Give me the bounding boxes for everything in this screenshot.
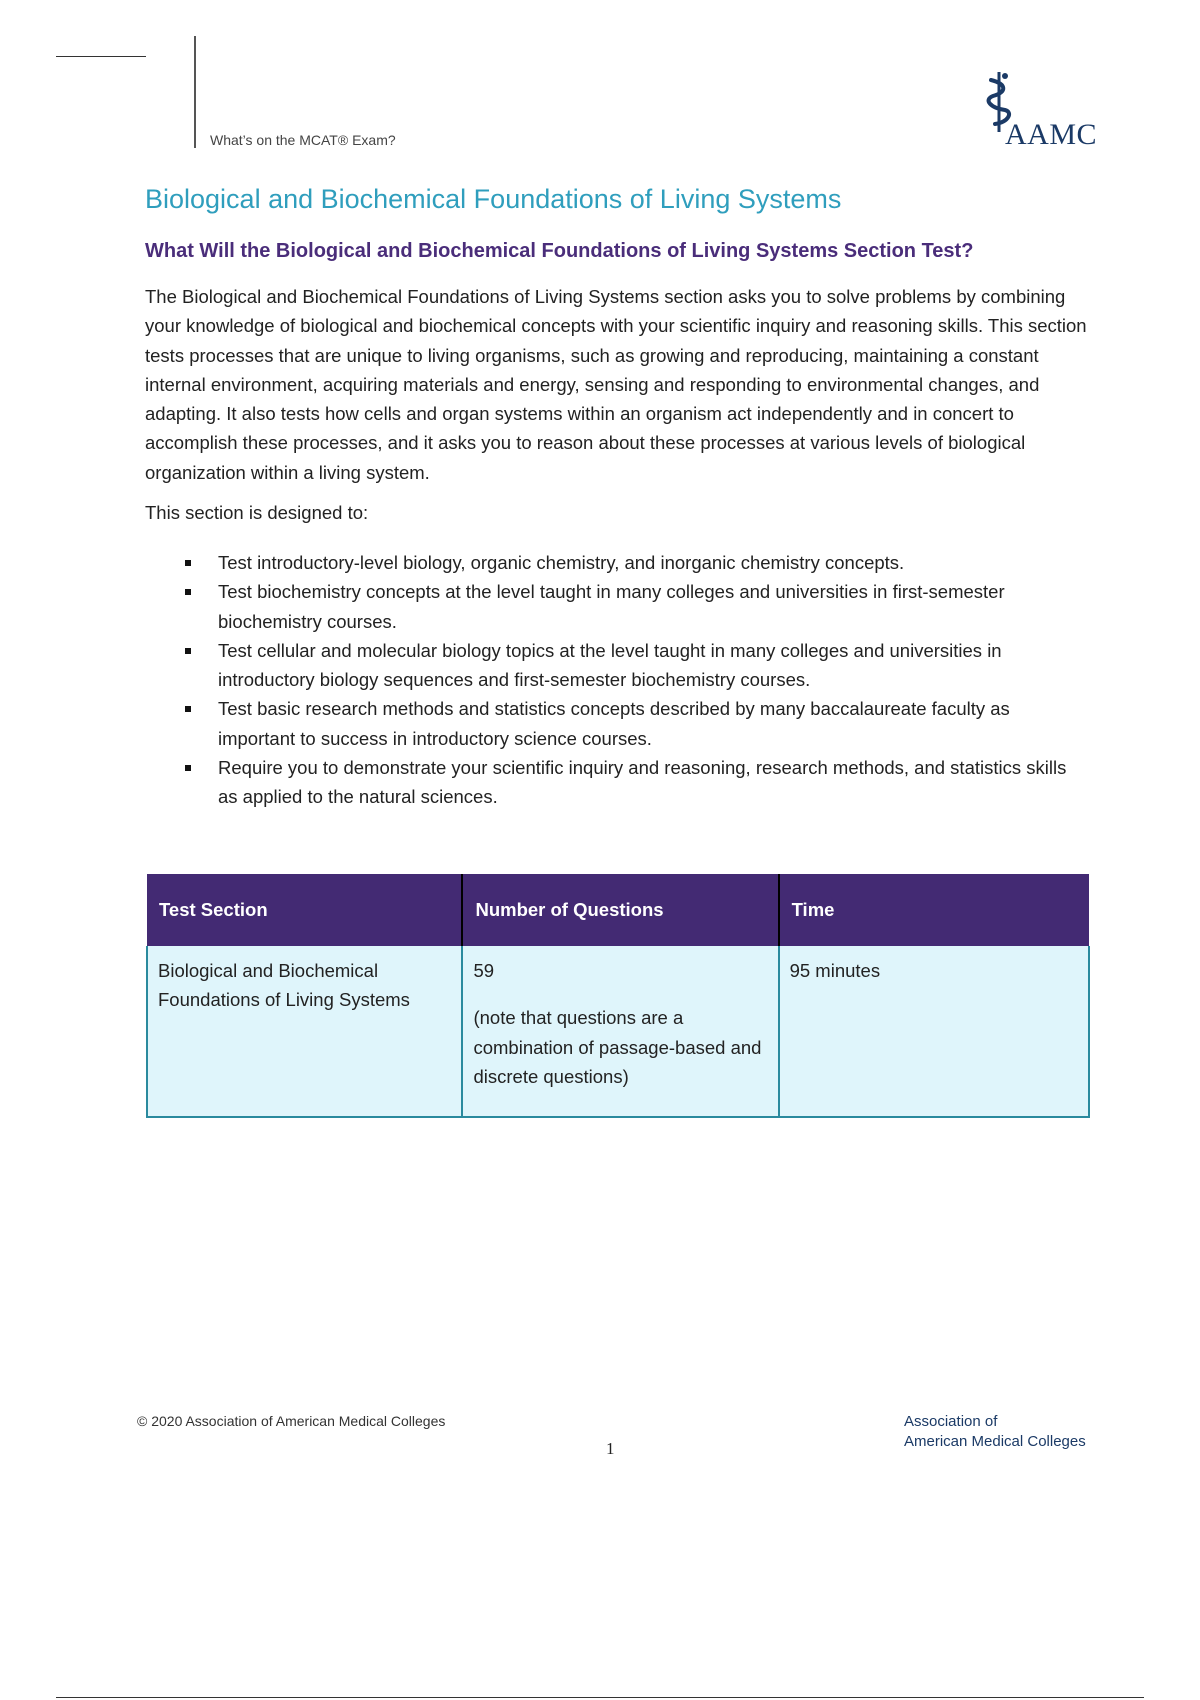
list-item: [145, 577, 1090, 636]
list-item-text: Test biochemistry concepts at the level taught in many colleges and universities in first-semester biochemistry courses.: [218, 581, 1005, 632]
footer-org-line-1: Association of: [904, 1413, 998, 1430]
question-count: 59: [473, 960, 495, 981]
list-item: [145, 753, 1090, 812]
list-item-text: Test basic research methods and statistics concepts described by many baccalaureate faculty as important to success in introductory science courses.: [218, 698, 1010, 749]
section-table: [146, 874, 1090, 1118]
bullet-icon: [185, 589, 191, 595]
aamc-logo: [985, 70, 1098, 152]
header-subtitle: What’s on the MCAT® Exam?: [210, 132, 396, 148]
header-number-of-questions: Number of Questions: [462, 874, 778, 946]
list-item-text: Require you to demonstrate your scientific inquiry and reasoning, research methods, and statistics skills as applied to the natural sciences.: [218, 757, 1067, 808]
page-number: 1: [606, 1439, 615, 1458]
cell-questions: [462, 946, 778, 1117]
table-header-row: [147, 874, 1089, 946]
section-heading: What Will the Biological and Biochemical Foundations of Living Systems Section Test?: [145, 240, 974, 262]
intro-paragraph: The Biological and Biochemical Foundations of Living Systems section asks you to solve problems by combining your knowledge of biological and biochemical concepts with your scientific inquiry and reasoning skills. This section tests processes that are unique to living organisms, such as growing and reproducing, maintaining a constant internal environment, acquiring materials and energy, sensing and responding to environmental changes, and adapting. It also tests how cells and organ systems within an organism act independently and in concert to accomplish these processes, and it asks you to reason about these processes at various levels of biological organization within a living system.: [145, 286, 1087, 483]
cell-time: 95 minutes: [779, 946, 1089, 1117]
list-item: [145, 548, 1090, 577]
list-item: [145, 694, 1090, 753]
lead-text: This section is designed to:: [145, 502, 369, 523]
bullet-icon: [185, 648, 191, 654]
page-title: Biological and Biochemical Foundations of Living Systems: [145, 184, 842, 214]
list-item-text: Test cellular and molecular biology topics at the level taught in many colleges and universities in introductory biology sequences and first-semester biochemistry courses.: [218, 639, 1002, 691]
bullet-icon: [185, 706, 191, 712]
footer-org-line-2: American Medical Colleges: [904, 1433, 1086, 1450]
footer-organization: [904, 1412, 1094, 1452]
bullet-icon: [185, 560, 191, 566]
bottom-rule: [56, 1697, 1144, 1698]
list-item: [145, 636, 1090, 695]
logo-text: AAMC: [1005, 118, 1098, 151]
question-note: (note that questions are a combination of passage-based and discrete questions): [473, 1007, 762, 1087]
list-item-text: Test introductory-level biology, organic chemistry, and inorganic chemistry concepts.: [218, 552, 905, 573]
bullet-icon: [185, 765, 191, 771]
table-row: [147, 946, 1089, 1117]
header-divider: [194, 36, 196, 148]
top-rule: [56, 56, 146, 57]
section-table-wrapper: [146, 874, 1090, 1118]
bullet-list: [145, 548, 1090, 812]
footer-copyright: © 2020 Association of American Medical Colleges: [137, 1413, 446, 1429]
header-time: Time: [779, 874, 1089, 946]
cell-section-name: Biological and Biochemical Foundations of Living Systems: [147, 946, 462, 1117]
header-test-section: Test Section: [147, 874, 462, 946]
